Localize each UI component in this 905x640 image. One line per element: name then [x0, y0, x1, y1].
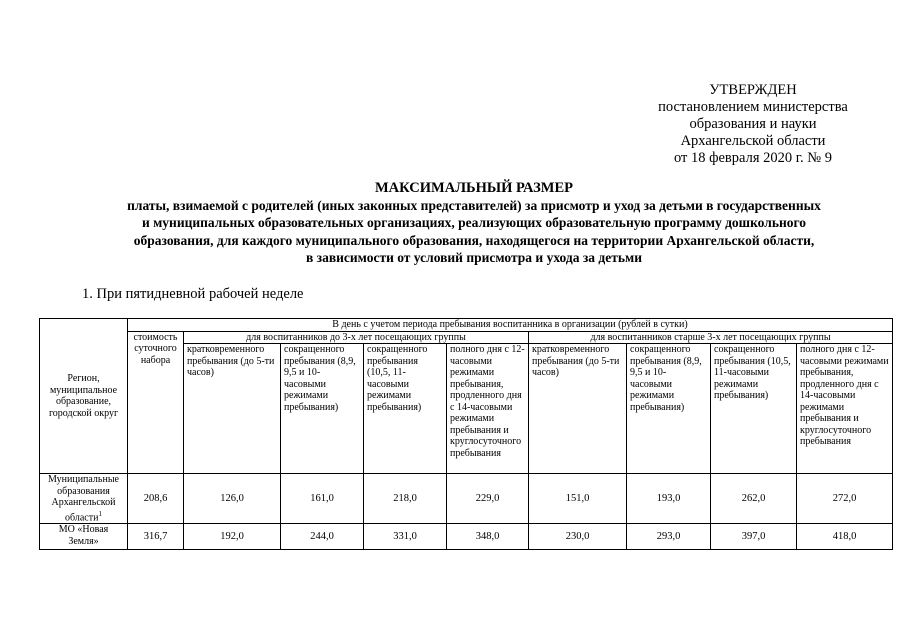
col-header: сокращенного пребывания (10,5, 11-часовыми режимами пребывания)	[364, 344, 447, 474]
top-header: В день с учетом периода пребывания воспитанника в организации (рублей в сутки)	[128, 319, 893, 332]
approval-line: образования и науки	[689, 116, 817, 132]
table-row	[40, 524, 893, 550]
group-over3-header: для воспитанников старше 3-х лет посещающих группы	[529, 331, 893, 344]
approval-line: постановлением министерства	[658, 99, 848, 115]
heading-line: в зависимости от условий присмотра и ухода за детьми	[306, 249, 642, 265]
value-cell: 161,0	[281, 474, 364, 524]
value-cell: 218,0	[364, 474, 447, 524]
fees-table	[39, 318, 893, 550]
document-title: МАКСИМАЛЬНЫЙ РАЗМЕР	[374, 180, 573, 196]
footnote-mark: 1	[98, 509, 102, 518]
heading-line: платы, взимаемой с родителей (иных законных представителей) за присмотр и уход за детьми в государственных	[127, 198, 821, 214]
value-cell: 348,0	[447, 524, 529, 550]
col-header: полного дня с 12-часовыми режимами пребывания, продленного дня с 14-часовыми режимами пребывания и круглосуточного пребывания	[797, 344, 893, 474]
heading-line: и муниципальных образовательных организациях, реализующих образовательную программу дошкольного	[141, 215, 807, 231]
document-heading	[40, 180, 905, 266]
col-header: кратковременного пребывания (до 5-ти часов)	[529, 344, 627, 474]
value-cell: 272,0	[797, 474, 893, 524]
cost-header: стоимость суточного набора	[128, 331, 184, 474]
value-cell: 192,0	[184, 524, 281, 550]
col-header: сокращенного пребывания (10,5, 11-часовыми режимами пребывания)	[711, 344, 797, 474]
value-cell: 126,0	[184, 474, 281, 524]
heading-line: образования, для каждого муниципального образования, находящегося на территории Архангельской области,	[133, 232, 815, 248]
value-cell: 229,0	[447, 474, 529, 524]
value-cell: 262,0	[711, 474, 797, 524]
value-cell: 316,7	[128, 524, 184, 550]
value-cell: 230,0	[529, 524, 627, 550]
value-cell: 293,0	[627, 524, 711, 550]
value-cell: 208,6	[128, 474, 184, 524]
value-cell: 244,0	[281, 524, 364, 550]
col-header: сокращенного пребывания (8,9, 9,5 и 10-часовыми режимами пребывания)	[281, 344, 364, 474]
col-header: полного дня с 12-часовыми режимами пребывания, продленного дня с 14-часовыми режимами пребывания и круглосуточного пребывания	[447, 344, 529, 474]
region-name: Муниципальные образования Архангельской области$^1$	[40, 474, 128, 524]
approval-line: УТВЕРЖДЕН	[709, 82, 797, 98]
group-under3-header: для воспитанников до 3-х лет посещающих группы	[184, 331, 529, 344]
value-cell: 151,0	[529, 474, 627, 524]
value-cell: 193,0	[627, 474, 711, 524]
col-header: сокращенного пребывания (8,9, 9,5 и 10-часовыми режимами пребывания)	[627, 344, 711, 474]
approval-block	[600, 82, 905, 167]
value-cell: 331,0	[364, 524, 447, 550]
approval-line: Архангельской области	[680, 133, 826, 149]
section-title: 1. При пятидневной рабочей неделе	[82, 286, 304, 302]
value-cell: 418,0	[797, 524, 893, 550]
col-header: кратковременного пребывания (до 5-ти часов)	[184, 344, 281, 474]
approval-line: от 18 февраля 2020 г. № 9	[673, 150, 833, 166]
region-name: МО «Новая Земля»	[40, 524, 128, 550]
table-row	[40, 474, 893, 524]
region-header: Регион, муниципальное образование, городской округ	[40, 319, 128, 474]
value-cell: 397,0	[711, 524, 797, 550]
